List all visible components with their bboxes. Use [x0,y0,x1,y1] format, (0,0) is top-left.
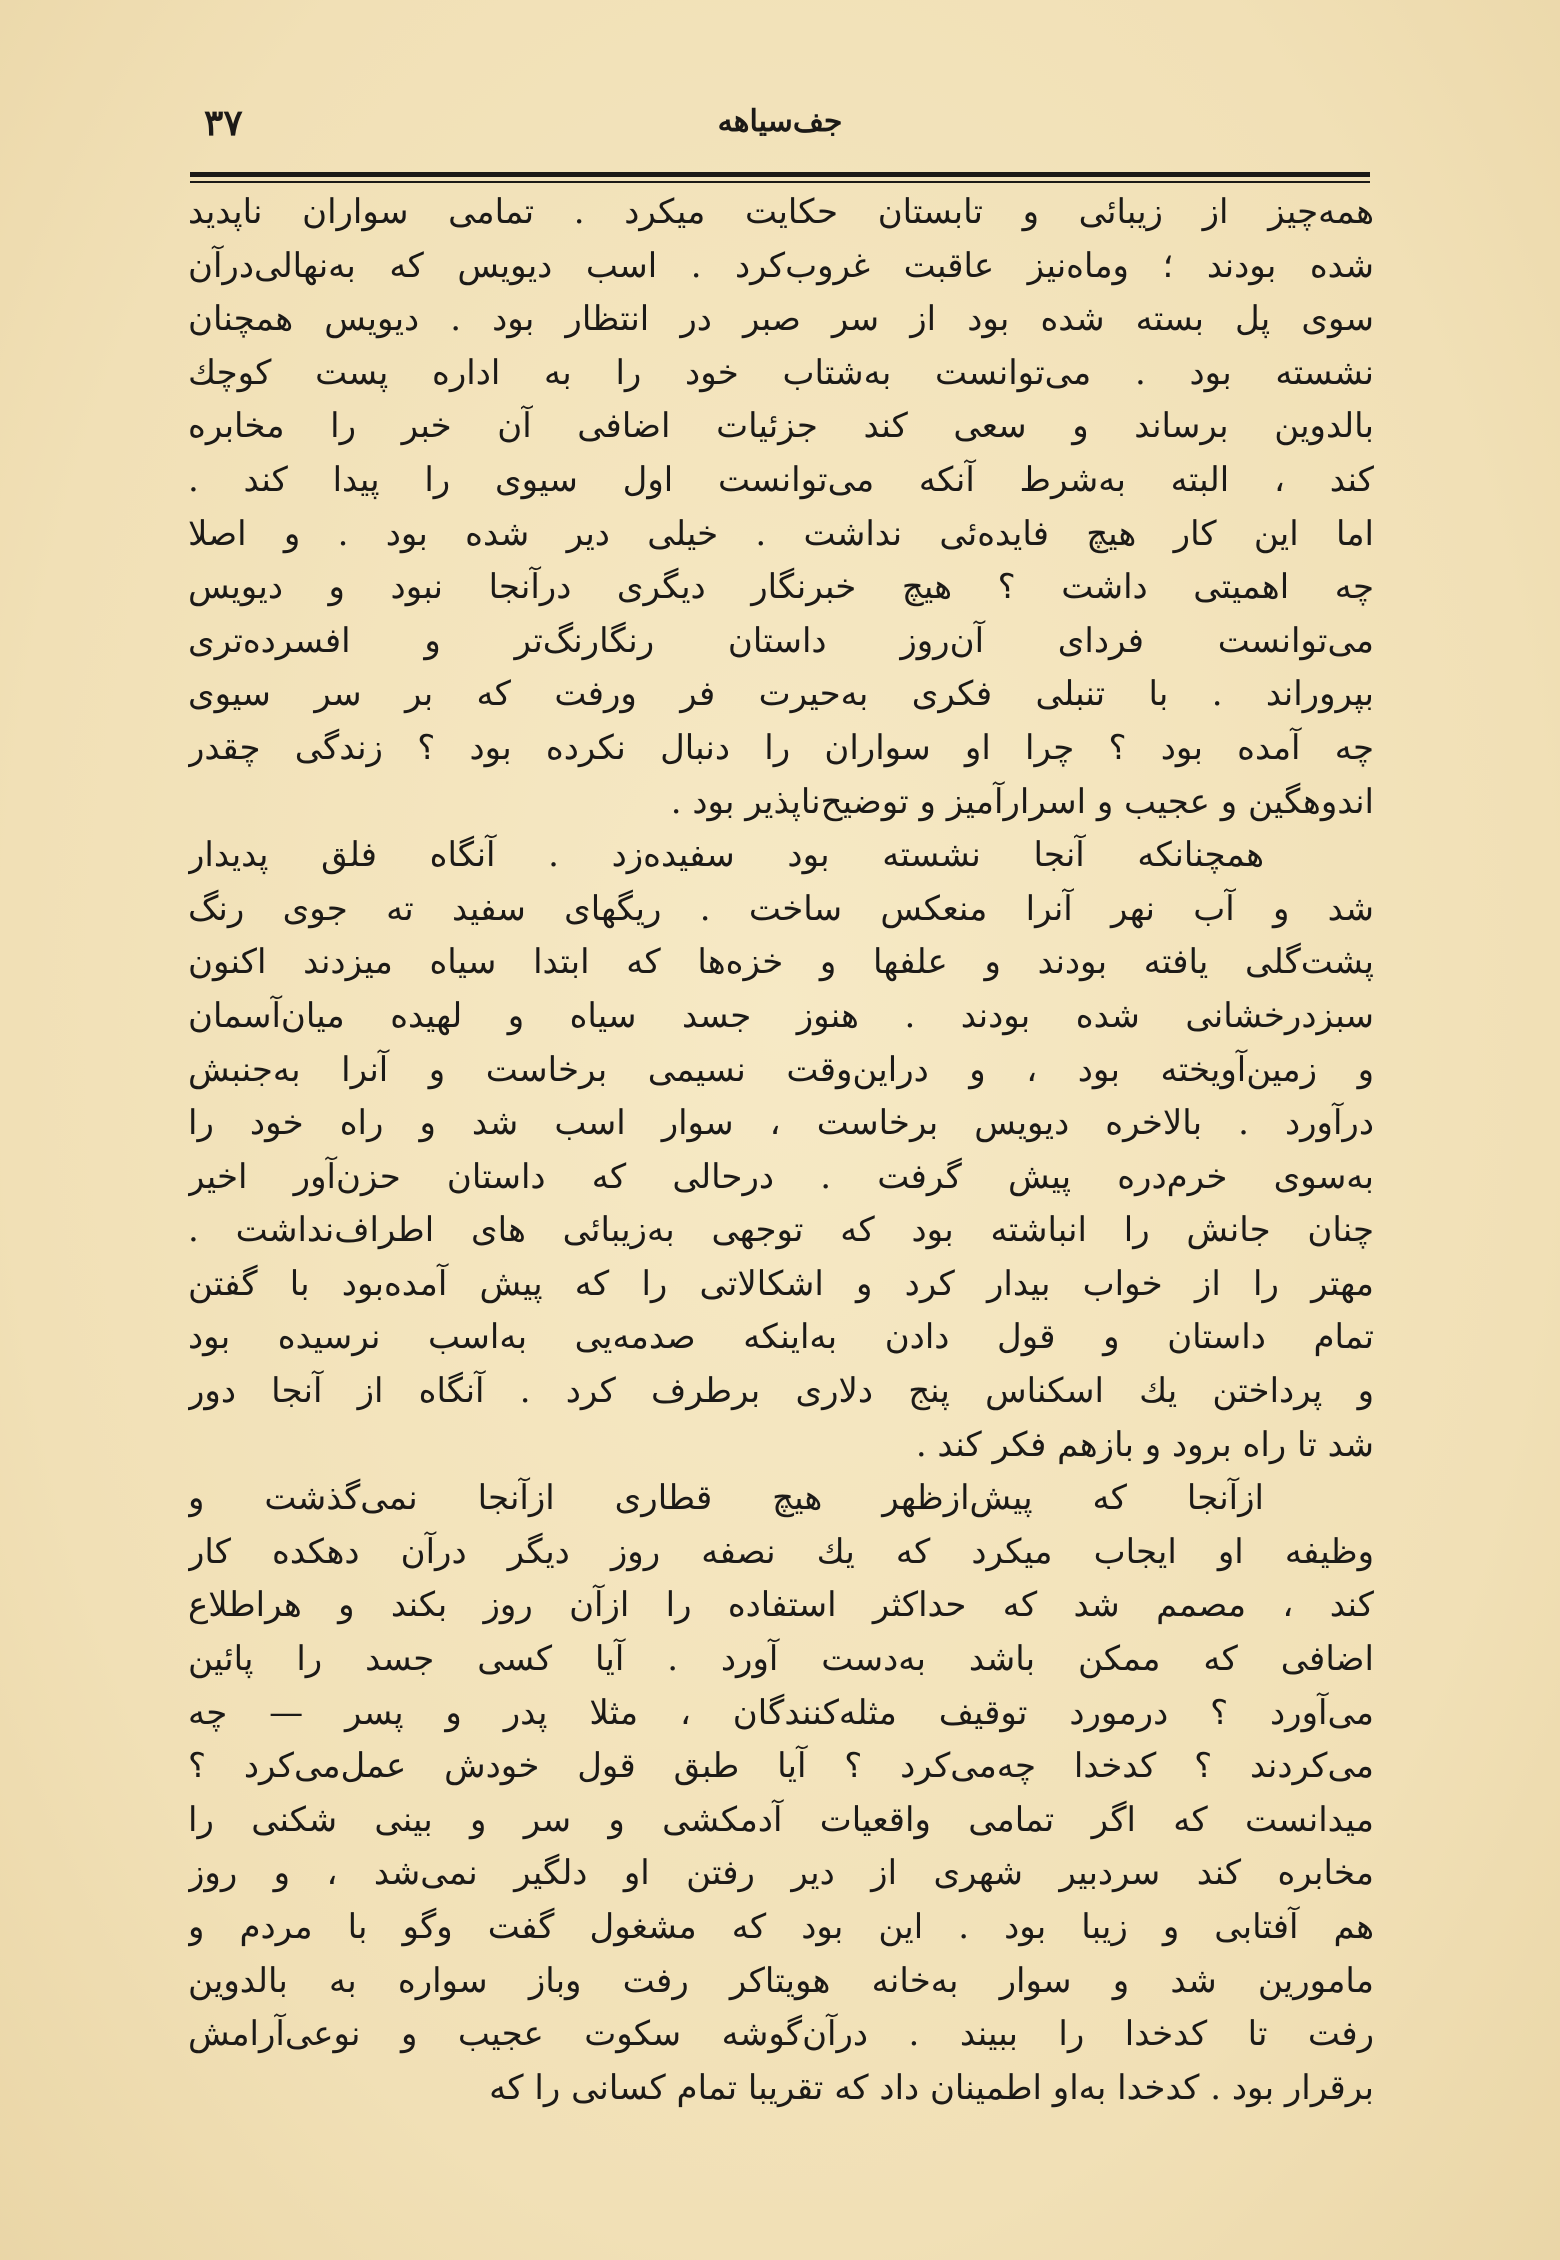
text-line: مهتر را از خواب بیدار کرد و اشکالاتی را که پیش آمده‌بود با گفتن [188,1263,1374,1304]
text-line: شد و آب نهر آنرا منعکس ساخت . ریگهای سفید ته جوی رنگ [188,888,1374,929]
text-line: چه اهمیتی داشت ؟ هیچ خبرنگار دیگری در‌آنجا نبود و دیویس [188,567,1374,608]
paragraph [188,829,1374,1472]
text-line: می‌کردند ؟ کدخدا چه‌می‌کرد ؟ آیا طبق قول خودش عمل‌می‌کرد ؟ [188,1746,1374,1787]
text-line: پشت‌گلی یافته بودند و علفها و خزه‌ها که ابتدا سیاه میزدند اکنون [188,942,1374,983]
text-line: هم آفتابی و زیبا بود . این بود که مشغول گفت وگو با مردم و [188,1907,1374,1947]
text-line: اما این کار هیچ فایده‌ئی نداشت . خیلی دیر شده بود . و اصلا [188,513,1374,554]
body-text [188,186,1374,2115]
header-rule-thick [190,172,1370,177]
page-header [190,100,1370,160]
text-line: اضافی که ممکن باشد به‌دست آورد . آیا کسی جسد را پائین [188,1639,1374,1680]
text-line: کند ، مصمم شد که حداکثر استفاده را ازآن روز بکند و هراطلاع [188,1585,1374,1626]
text-line: اندوهگین و عجیب و اسرارآمیز و توضیح‌ناپذیر بود . [670,781,1374,822]
text-line: نشسته بود . می‌توانست به‌شتاب خود را به اداره پست کوچك [188,352,1374,393]
text-line: و زمین‌آویخته بود ، و دراین‌وقت نسیمی برخاست و آنرا به‌جنبش [188,1049,1374,1090]
text-line: ازآنجا که پیش‌ازظهر هیچ قطاری ازآنجا نمی‌گذشت و [188,1478,1264,1519]
text-line: کند ، البته به‌شرط آنکه می‌توانست اول سیوی را پیدا کند . [188,459,1374,500]
text-line: همچنانکه آنجا نشسته بود سفیده‌زد . آنگاه فلق پدیدار [188,835,1264,876]
text-line: و پرداختن یك اسکناس پنج دلاری برطرف کرد . آنگاه از آنجا دور [188,1371,1374,1412]
paragraph [188,186,1374,829]
text-line: سبزدرخشانی شده بودند . هنوز جسد سیاه و لهیده میان‌آسمان [188,995,1374,1036]
text-line: شد تا راه برود و بازهم فکر کند . [915,1424,1374,1465]
header-rule-thin [190,181,1370,183]
text-line: مامورین شد و سوار به‌خانه هویتاکر رفت وباز سواره به بالدوین [188,1960,1374,2001]
text-line: همه‌چیز از زیبائی و تابستان حکایت میکرد . تمامی سواران ناپدید [188,192,1374,232]
text-line: برقرار بود . کدخدا به‌او اطمینان داد که تقریبا تمام کسانی را که [489,2067,1374,2108]
text-line: میدانست که اگر تمامی واقعیات آدمکشی و سر و بینی شکنی را [188,1799,1374,1840]
text-line: می‌آورد ؟ درمورد توقیف مثله‌کنندگان ، مثلا پدر و پسر — چه [188,1692,1374,1733]
text-line: چه آمده بود ؟ چرا او سواران را دنبال نکرده بود ؟ زندگی چقدر [188,727,1374,768]
text-line: وظیفه او ایجاب میکرد که یك نصفه روز دیگر در‌آن دهکده کار [188,1531,1374,1572]
text-line: چنان جانش را انباشته بود که توجهی به‌زیبائی های اطراف‌نداشت . [188,1210,1374,1251]
text-line: تمام داستان و قول دادن به‌اینکه صدمه‌یی به‌اسب نرسیده بود [188,1317,1374,1358]
running-title: جف‌سیاهه [717,104,843,139]
text-line: رفت تا کدخدا را ببیند . در‌آن‌گوشه سکوت عجیب و نوعی‌آرامش [188,2014,1374,2055]
text-line: به‌سوی خرم‌دره پیش گرفت . درحالی که داستان حزن‌آور اخیر [188,1156,1374,1197]
text-line: درآورد . بالاخره دیویس برخاست ، سوار اسب شد و راه خود را [188,1103,1374,1144]
text-line: شده بودند ؛ وماه‌نیز عاقبت غروب‌کرد . اسب دیویس که به‌نهالی‌در‌آن [188,245,1374,286]
text-line: بپروراند . با تنبلی فکری به‌حیرت فر ورفت که بر سر سیوی [188,674,1374,715]
page-number: ۳۷ [204,102,243,144]
text-line: مخابره کند سردبیر شهری از دیر رفتن او دلگیر نمی‌شد ، و روز [188,1853,1374,1894]
text-line: می‌توانست فردای آن‌روز داستان رنگارنگ‌تر و افسرده‌تری [188,620,1374,661]
text-line: سوی پل بسته شده بود از سر صبر در انتظار بود . دیویس همچنان [188,299,1374,340]
paragraph [188,1472,1374,2115]
text-line: بالدوین برساند و سعی کند جزئیات اضافی آن خبر را مخابره [188,406,1374,447]
